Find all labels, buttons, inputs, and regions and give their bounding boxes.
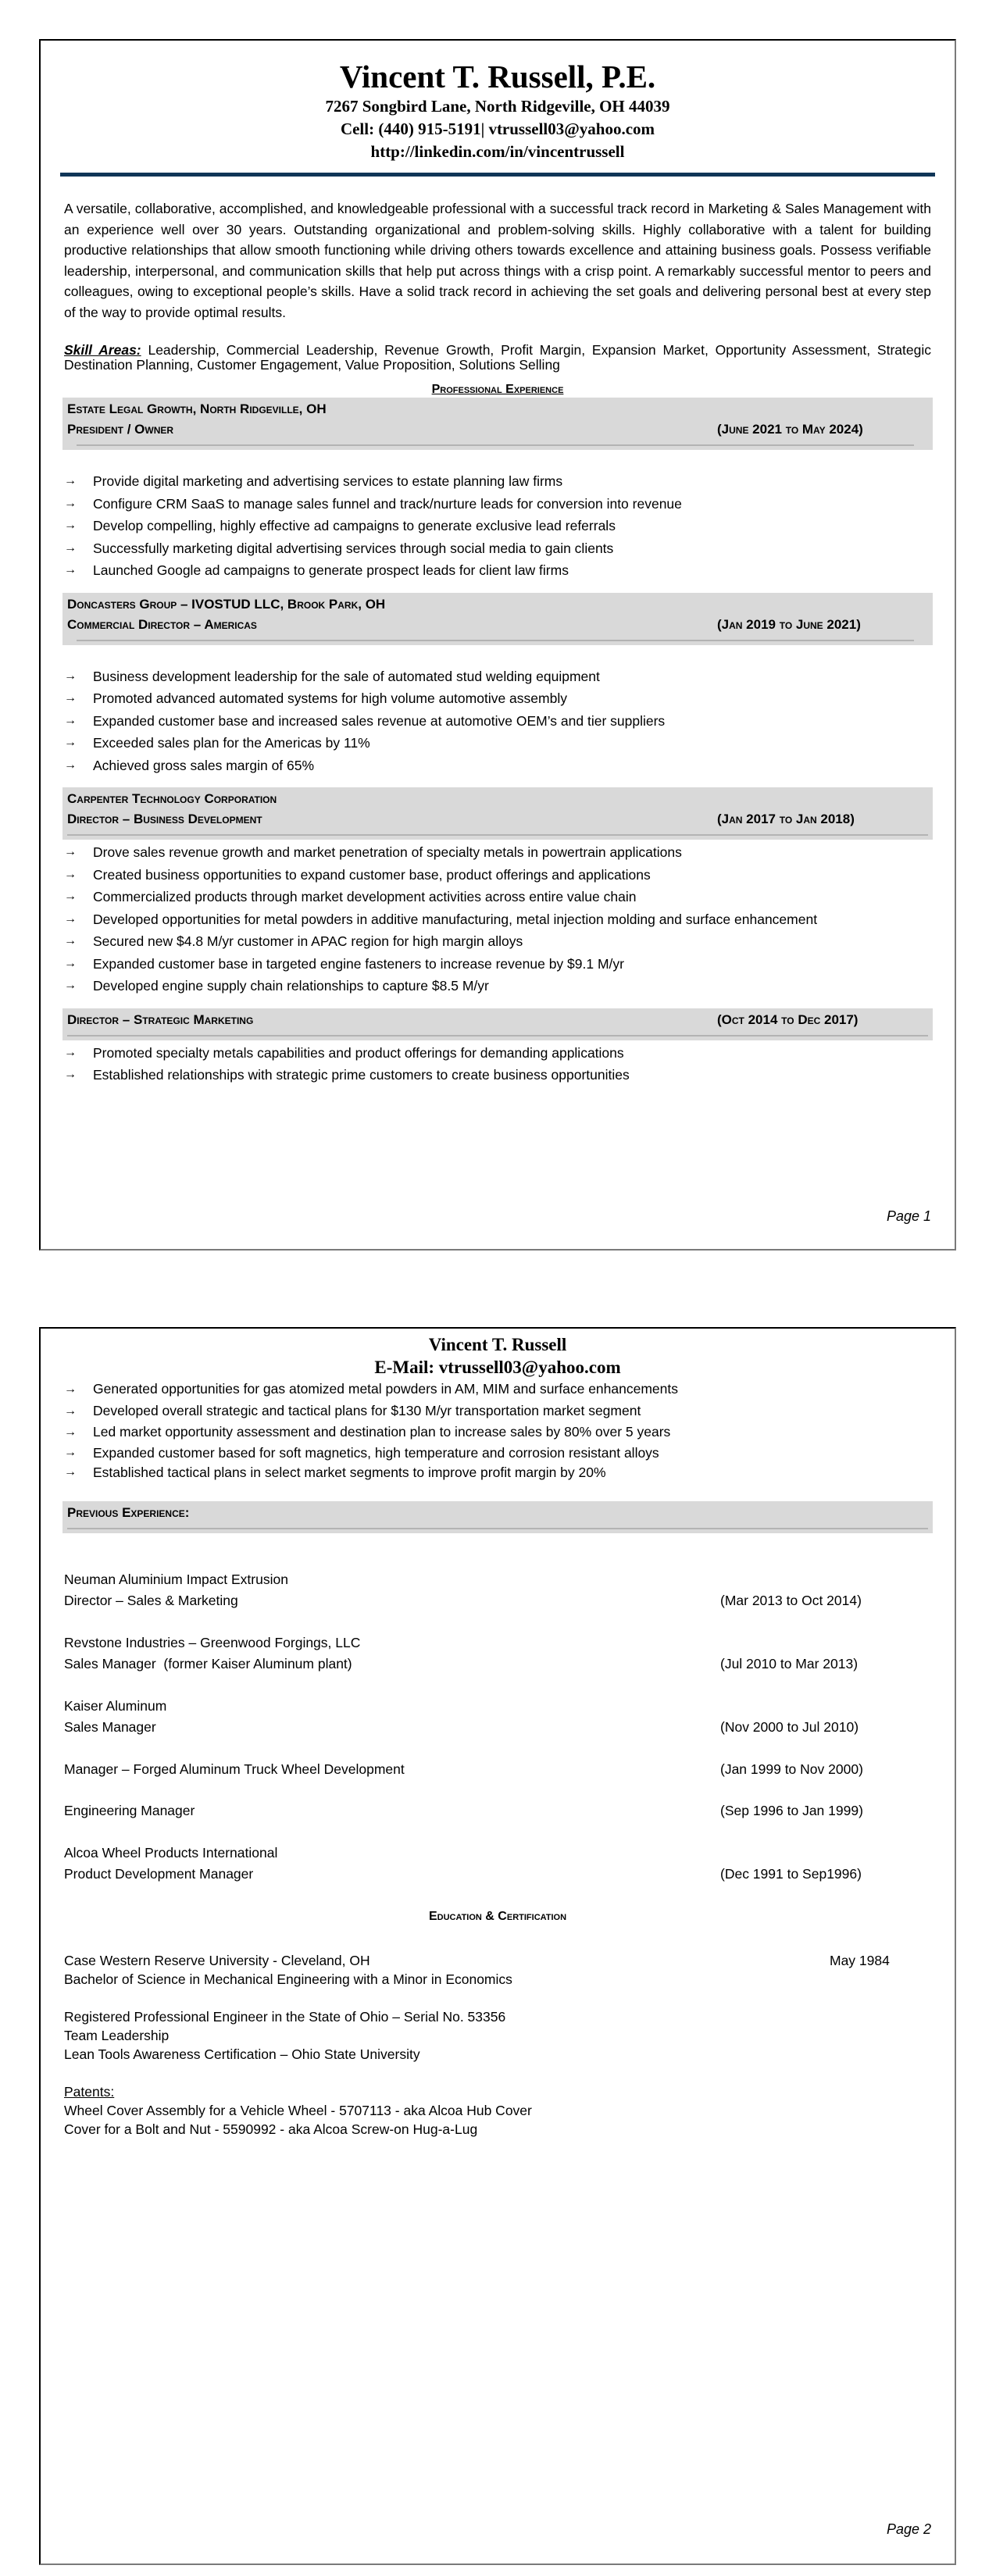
arrow-right-icon: → [64, 736, 77, 749]
previous-role: Director – Sales & Marketing [64, 1593, 238, 1608]
patents-label: Patents: [64, 2083, 115, 2100]
job-bullets [64, 1042, 931, 1086]
arrow-right-icon: → [64, 845, 77, 858]
job-header [62, 593, 933, 645]
list-item: → Developed engine supply chain relationships to capture $8.5 M/yr [64, 975, 931, 997]
candidate-name: Vincent T. Russell [428, 1335, 567, 1354]
list-item: → Exceeded sales plan for the Americas by 11% [64, 732, 931, 755]
list-item: → Provide digital marketing and advertising services to estate planning law firms [64, 470, 931, 493]
list-item: → Promoted advanced automated systems for high volume automotive assembly [64, 687, 931, 710]
arrow-right-icon: → [64, 934, 77, 947]
skill-areas-text: Leadership, Commercial Leadership, Revenue Growth, Profit Margin, Expansion Market, Opportunity Assessment, Strategic Destination Planning, Customer Engagement, Value Proposition, Solutions Selling [64, 342, 931, 373]
previous-role: Manager – Forged Aluminum Truck Wheel Development [64, 1761, 405, 1777]
arrow-right-icon: → [64, 474, 77, 487]
list-item: → Established relationships with strategic prime customers to create business opportunities [64, 1064, 931, 1086]
arrow-right-icon: → [64, 519, 77, 532]
certification-item: Team Leadership [64, 2027, 170, 2043]
arrow-right-icon: → [64, 890, 77, 903]
certification-item: Lean Tools Awareness Certification – Ohio State University [64, 2046, 420, 2062]
job-bullets [64, 665, 931, 777]
page-number: Page 2 [886, 2521, 931, 2537]
arrow-right-icon: → [64, 979, 77, 992]
previous-job [64, 1843, 931, 1886]
job-company: Carpenter Technology Corporation [67, 791, 277, 806]
email-address: E-Mail: vtrussell03@yahoo.com [374, 1358, 621, 1377]
list-item: → Developed overall strategic and tactical plans for $130 M/yr transportation market segment [64, 1400, 931, 1422]
arrow-right-icon: → [64, 691, 77, 705]
resume-page-2 [39, 1327, 956, 2565]
candidate-name: Vincent T. Russell, P.E. [339, 59, 656, 95]
skill-areas [64, 343, 931, 373]
arrow-right-icon: → [64, 1045, 77, 1059]
divider [67, 1528, 928, 1529]
arrow-right-icon: → [64, 713, 77, 727]
list-item: → Promoted specialty metals capabilities and product offerings for demanding applications [64, 1042, 931, 1065]
patent-item: Cover for a Bolt and Nut - 5590992 - aka Alcoa Screw-on Hug-a-Lug [64, 2121, 478, 2137]
previous-role: Product Development Manager [64, 1866, 254, 1882]
list-item: → Generated opportunities for gas atomized metal powders in AM, MIM and surface enhancements [64, 1379, 931, 1400]
education-block [64, 1951, 931, 2139]
header-divider [60, 173, 935, 177]
list-item: → Created business opportunities to expand customer base, product offerings and applications [64, 864, 931, 887]
arrow-right-icon: → [64, 496, 77, 510]
list-item: → Configure CRM SaaS to manage sales funnel and track/nurture leads for conversion into revenue [64, 493, 931, 516]
page-number: Page 1 [886, 1208, 931, 1224]
previous-role: Sales Manager (former Kaiser Aluminum plant) [64, 1656, 352, 1672]
job-dates: (Jan 2019 to June 2021) [717, 616, 861, 632]
previous-job [64, 1569, 931, 1612]
professional-summary: A versatile, collaborative, accomplished, and knowledgeable professional with a successful track record in Marketing & Sales Management with an experience well over 30 years. Outstanding organizational and problem-solving skills. Highly collaborative with a talent for building productive relationships that allow smooth functioning while driving others towards excellence and attaining business goals. Possess verifiable leadership, interpersonal, and communication skills that help put across things with a crisp point. A remarkably successful mentor to peers and colleagues, owing to exceptional people’s skills. Have a solid track record in achieving the set goals and delivering personal best at every step of the way to provide optimal results. [64, 201, 931, 320]
address: 7267 Songbird Lane, North Ridgeville, OH 44039 [325, 97, 670, 116]
job-dates: (Jan 2017 to Jan 2018) [717, 812, 855, 826]
previous-company: Neuman Aluminium Impact Extrusion [64, 1571, 288, 1587]
list-item: → Expanded customer base in targeted engine fasteners to increase revenue by $9.1 M/yr [64, 953, 931, 976]
previous-dates: (Dec 1991 to Sep1996) [720, 1866, 862, 1882]
resume-page-1 [39, 39, 956, 1251]
job-header [62, 398, 933, 450]
arrow-right-icon: → [64, 867, 77, 881]
job-company: Doncasters Group – IVOSTUD LLC, Brook Park, OH [67, 596, 386, 612]
job-bullets [64, 841, 931, 997]
list-item: → Developed opportunities for metal powders in additive manufacturing, metal injection molding and surface enhancement [64, 908, 931, 931]
job-dates: (June 2021 to May 2024) [717, 422, 863, 437]
previous-dates: (Nov 2000 to Jul 2010) [720, 1719, 859, 1735]
certification-item: Registered Professional Engineer in the State of Ohio – Serial No. 53356 [64, 2008, 506, 2025]
previous-job [64, 1696, 931, 1822]
divider [77, 640, 914, 641]
job-role: Director – Strategic Marketing [67, 1011, 254, 1027]
list-item: → Drove sales revenue growth and market penetration of specialty metals in powertrain applications [64, 841, 931, 864]
list-item: → Develop compelling, highly effective ad campaigns to generate exclusive lead referrals [64, 515, 931, 537]
arrow-right-icon: → [64, 912, 77, 926]
arrow-right-icon: → [64, 1425, 77, 1439]
divider [67, 1035, 928, 1036]
list-item: → Led market opportunity assessment and destination plan to increase sales by 80% over 5 years [64, 1422, 931, 1443]
list-item: → Launched Google ad campaigns to generate prospect leads for client law firms [64, 559, 931, 582]
job-role: Commercial Director – Americas [67, 616, 257, 632]
job-company: Estate Legal Growth, North Ridgeville, OH [67, 401, 327, 416]
arrow-right-icon: → [64, 1068, 77, 1081]
section-title-professional-experience: Professional Experience [431, 383, 564, 396]
list-item: → Secured new $4.8 M/yr customer in APAC region for high margin alloys [64, 930, 931, 953]
list-item: → Expanded customer base and increased sales revenue at automotive OEM’s and tier suppliers [64, 710, 931, 733]
job-role: Director – Business Development [67, 812, 262, 826]
linkedin-link[interactable]: http://linkedin.com/in/vincentrussell [370, 142, 625, 161]
previous-role: Engineering Manager [64, 1803, 195, 1818]
graduation-date: May 1984 [830, 1952, 890, 1968]
arrow-right-icon: → [64, 758, 77, 772]
section-header-previous-experience [62, 1501, 933, 1533]
arrow-right-icon: → [64, 1383, 77, 1396]
arrow-right-icon: → [64, 563, 77, 576]
job-dates: (Oct 2014 to Dec 2017) [717, 1011, 859, 1027]
list-item: → Commercialized products through market development activities across entire value chain [64, 886, 931, 908]
previous-company: Kaiser Aluminum [64, 1697, 167, 1714]
arrow-right-icon: → [64, 669, 77, 683]
previous-company: Revstone Industries – Greenwood Forgings, LLC [64, 1634, 361, 1650]
patent-item: Wheel Cover Assembly for a Vehicle Wheel - 5707113 - aka Alcoa Hub Cover [64, 2102, 532, 2118]
degree: Bachelor of Science in Mechanical Engineering with a Minor in Economics [64, 1971, 512, 1987]
job-bullets-continued [64, 1379, 931, 1482]
arrow-right-icon: → [64, 1465, 77, 1479]
divider [77, 444, 914, 446]
divider [67, 834, 928, 836]
list-item: → Achieved gross sales margin of 65% [64, 755, 931, 777]
certifications [64, 2007, 931, 2064]
previous-dates: (Jul 2010 to Mar 2013) [720, 1656, 859, 1672]
skill-areas-label: Skill Areas: [64, 342, 141, 358]
patents [64, 2082, 931, 2139]
job-bullets [64, 470, 931, 582]
section-title-education: Education & Certification [428, 1909, 567, 1923]
list-item: → Expanded customer based for soft magnetics, high temperature and corrosion resistant alloys [64, 1444, 659, 1461]
previous-job [64, 1632, 931, 1675]
previous-dates: (Sep 1996 to Jan 1999) [720, 1803, 863, 1818]
previous-role: Sales Manager [64, 1719, 156, 1735]
list-item: → Established tactical plans in select market segments to improve profit margin by 20% [64, 1462, 931, 1482]
school: Case Western Reserve University - Cleveland, OH [64, 1952, 370, 1968]
previous-experience-list [64, 1569, 931, 1886]
arrow-right-icon: → [64, 956, 77, 970]
list-item: → Business development leadership for the sale of automated stud welding equipment [64, 665, 931, 688]
arrow-right-icon: → [64, 541, 77, 555]
arrow-right-icon: → [64, 1404, 77, 1418]
previous-company: Alcoa Wheel Products International [64, 1844, 278, 1861]
job-header [62, 787, 933, 840]
previous-dates: (Mar 2013 to Oct 2014) [720, 1593, 862, 1608]
previous-dates: (Jan 1999 to Nov 2000) [720, 1761, 863, 1777]
contact-info: Cell: (440) 915-5191| vtrussell03@yahoo.com [340, 120, 655, 138]
job-header [62, 1008, 933, 1040]
job-role: President / Owner [67, 422, 174, 437]
arrow-right-icon: → [64, 1445, 77, 1459]
list-item: → Successfully marketing digital advertising services through social media to gain clients [64, 537, 931, 560]
section-title-previous-experience: Previous Experience: [67, 1504, 190, 1520]
